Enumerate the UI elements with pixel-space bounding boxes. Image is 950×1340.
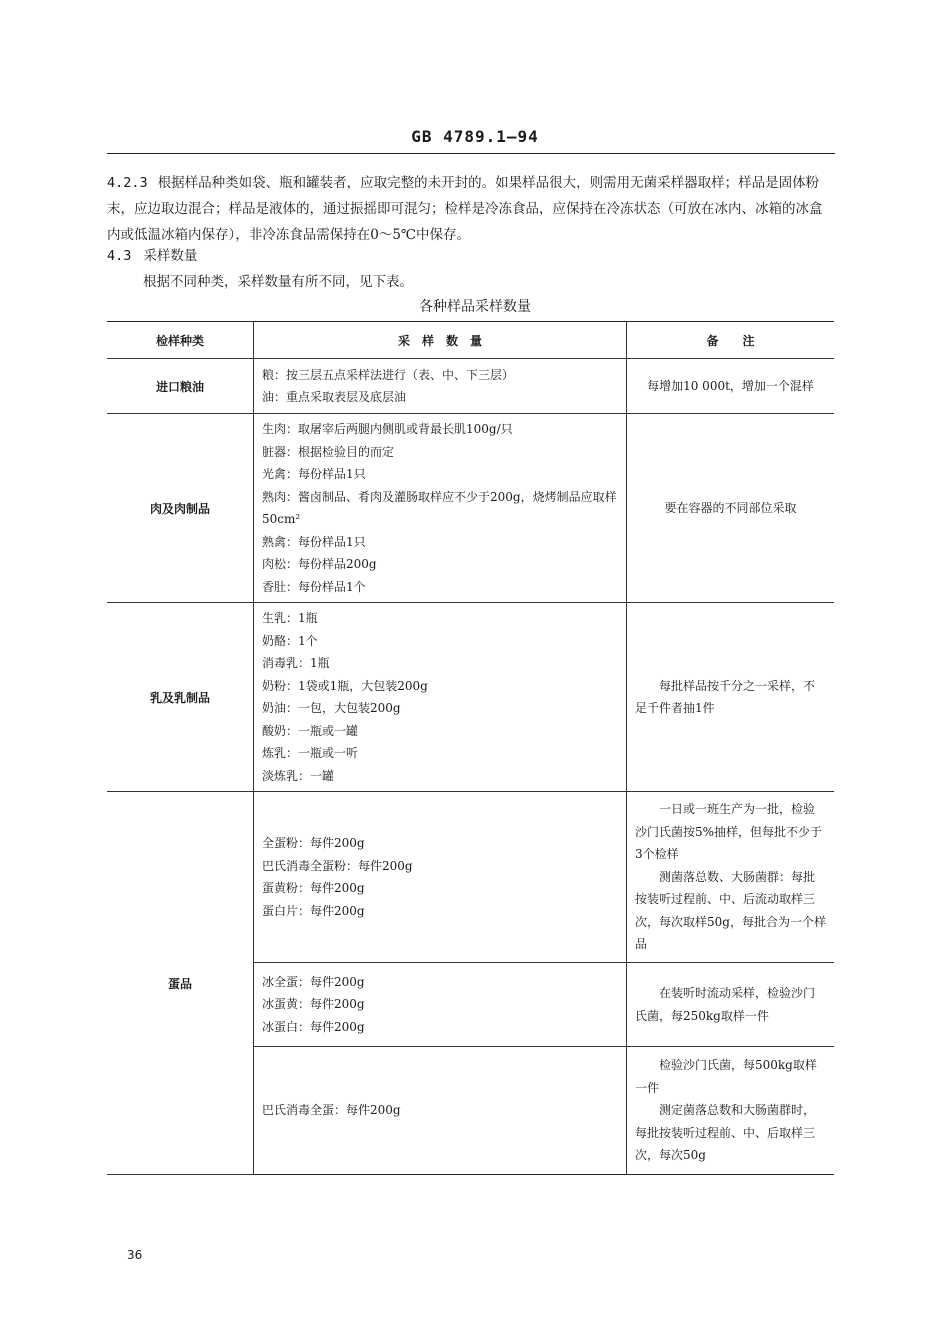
document-header: GB 4789.1—94 bbox=[411, 127, 539, 146]
qty-line: 蛋白片：每件200g bbox=[262, 903, 365, 918]
quantity-cell bbox=[254, 792, 627, 963]
section-intro: 根据不同种类，采样数量有所不同，见下表。 bbox=[143, 274, 413, 290]
category-cell: 肉及肉制品 bbox=[107, 414, 254, 603]
qty-line: 酸奶：一瓶或一罐 bbox=[262, 723, 359, 738]
quantity-cell bbox=[254, 963, 627, 1047]
sampling-table bbox=[107, 321, 834, 1175]
table-row bbox=[107, 603, 834, 792]
header-rule bbox=[107, 153, 835, 154]
quantity-cell bbox=[254, 603, 627, 792]
qty-line: 生肉：取屠宰后两腿内侧肌或背最长肌100g/只 bbox=[262, 422, 513, 436]
category-cell: 乳及乳制品 bbox=[107, 603, 254, 792]
category-cell: 蛋品 bbox=[107, 792, 254, 1175]
qty-line: 奶粉：1袋或1瓶，大包装200g bbox=[262, 678, 428, 693]
qty-line: 蛋黄粉：每件200g bbox=[262, 881, 365, 895]
header-category: 检样种类 bbox=[107, 322, 254, 359]
section-number: 4.2.3 bbox=[107, 175, 148, 191]
qty-line: 消毒乳：1瓶 bbox=[262, 656, 330, 670]
qty-line: 炼乳：一瓶或一听 bbox=[262, 746, 359, 760]
section-title: 采样数量 bbox=[143, 248, 198, 264]
qty-line: 熟肉：酱卤制品、肴肉及灌肠取样应不少于200g，烧烤制品应取样50cm² bbox=[262, 489, 617, 526]
qty-line: 巴氏消毒全蛋：每件200g bbox=[262, 1103, 401, 1118]
note-paragraph: 检验沙门氏菌，每500kg取样一件 bbox=[635, 1058, 817, 1095]
section-4-3-heading bbox=[107, 244, 197, 264]
note-paragraph: 测定菌落总数和大肠菌群时，每批按装听过程前、中、后取样三次，每次50g bbox=[635, 1103, 816, 1163]
header-note: 备 注 bbox=[627, 322, 835, 359]
qty-line: 奶油：一包，大包装200g bbox=[262, 701, 401, 715]
qty-line: 脏器：根据检验目的而定 bbox=[262, 444, 395, 459]
header-quantity: 采 样 数 量 bbox=[254, 322, 627, 359]
paragraph-4-2-3 bbox=[107, 170, 835, 248]
table-caption: 各种样品采样数量 bbox=[419, 299, 531, 315]
note-cell bbox=[627, 963, 835, 1047]
note-cell: 要在容器的不同部位采取 bbox=[627, 414, 835, 603]
table-row bbox=[107, 792, 834, 963]
note-cell: 每增加10 000t，增加一个混样 bbox=[627, 359, 835, 414]
page-number: 36 bbox=[127, 1248, 143, 1262]
paragraph-text: 根据样品种类如袋、瓶和罐装者，应取完整的未开封的。如果样品很大，则需用无菌采样器取样；样品是固体粉末，应边取边混合；样品是液体的，通过振摇即可混匀；检样是冷冻食品，应保持在冷冻状态（可放在冰内、冰箱的冰盒内或低温冰箱内保存），非冷冻食品需保持在0～5℃中保存。 bbox=[107, 175, 823, 243]
qty-line: 巴氏消毒全蛋粉：每件200g bbox=[262, 858, 413, 873]
qty-line: 生乳：1瓶 bbox=[262, 611, 318, 625]
qty-line: 熟禽：每份样品1只 bbox=[262, 534, 366, 549]
qty-line: 奶酪：1个 bbox=[262, 633, 318, 648]
qty-line: 粮：按三层五点采样法进行（表、中、下三层） bbox=[262, 367, 515, 382]
qty-line: 冰蛋黄：每件200g bbox=[262, 997, 365, 1012]
qty-line: 香肚：每份样品1个 bbox=[262, 579, 366, 594]
table-row bbox=[107, 414, 834, 603]
note-paragraph: 在装听时流动采样，检验沙门氏菌，每250kg取样一件 bbox=[635, 986, 816, 1023]
note-cell bbox=[627, 1047, 835, 1175]
note-paragraph: 一日或一班生产为一批，检验沙门氏菌按5%抽样，但每批不少于3个检样 bbox=[635, 802, 823, 862]
note-cell bbox=[627, 792, 835, 963]
qty-line: 冰全蛋：每件200g bbox=[262, 974, 365, 989]
quantity-cell bbox=[254, 1047, 627, 1175]
quantity-cell bbox=[254, 359, 627, 414]
qty-line: 肉松：每份样品200g bbox=[262, 557, 377, 571]
qty-line: 淡炼乳：一罐 bbox=[262, 768, 335, 783]
qty-line: 光禽：每份样品1只 bbox=[262, 467, 366, 481]
qty-line: 冰蛋白：每件200g bbox=[262, 1019, 365, 1034]
qty-line: 全蛋粉：每件200g bbox=[262, 836, 365, 850]
section-number: 4.3 bbox=[107, 248, 132, 264]
note-cell: 每批样品按千分之一采样，不足千件者抽1件 bbox=[627, 603, 835, 792]
note-paragraph: 测菌落总数、大肠菌群：每批按装听过程前、中、后流动取样三次，每次取样50g，每批合为一个样品 bbox=[635, 869, 826, 952]
table-header-row bbox=[107, 322, 834, 359]
qty-line: 油：重点采取表层及底层油 bbox=[262, 390, 407, 404]
table-row bbox=[107, 359, 834, 414]
quantity-cell bbox=[254, 414, 627, 603]
category-cell: 进口粮油 bbox=[107, 359, 254, 414]
